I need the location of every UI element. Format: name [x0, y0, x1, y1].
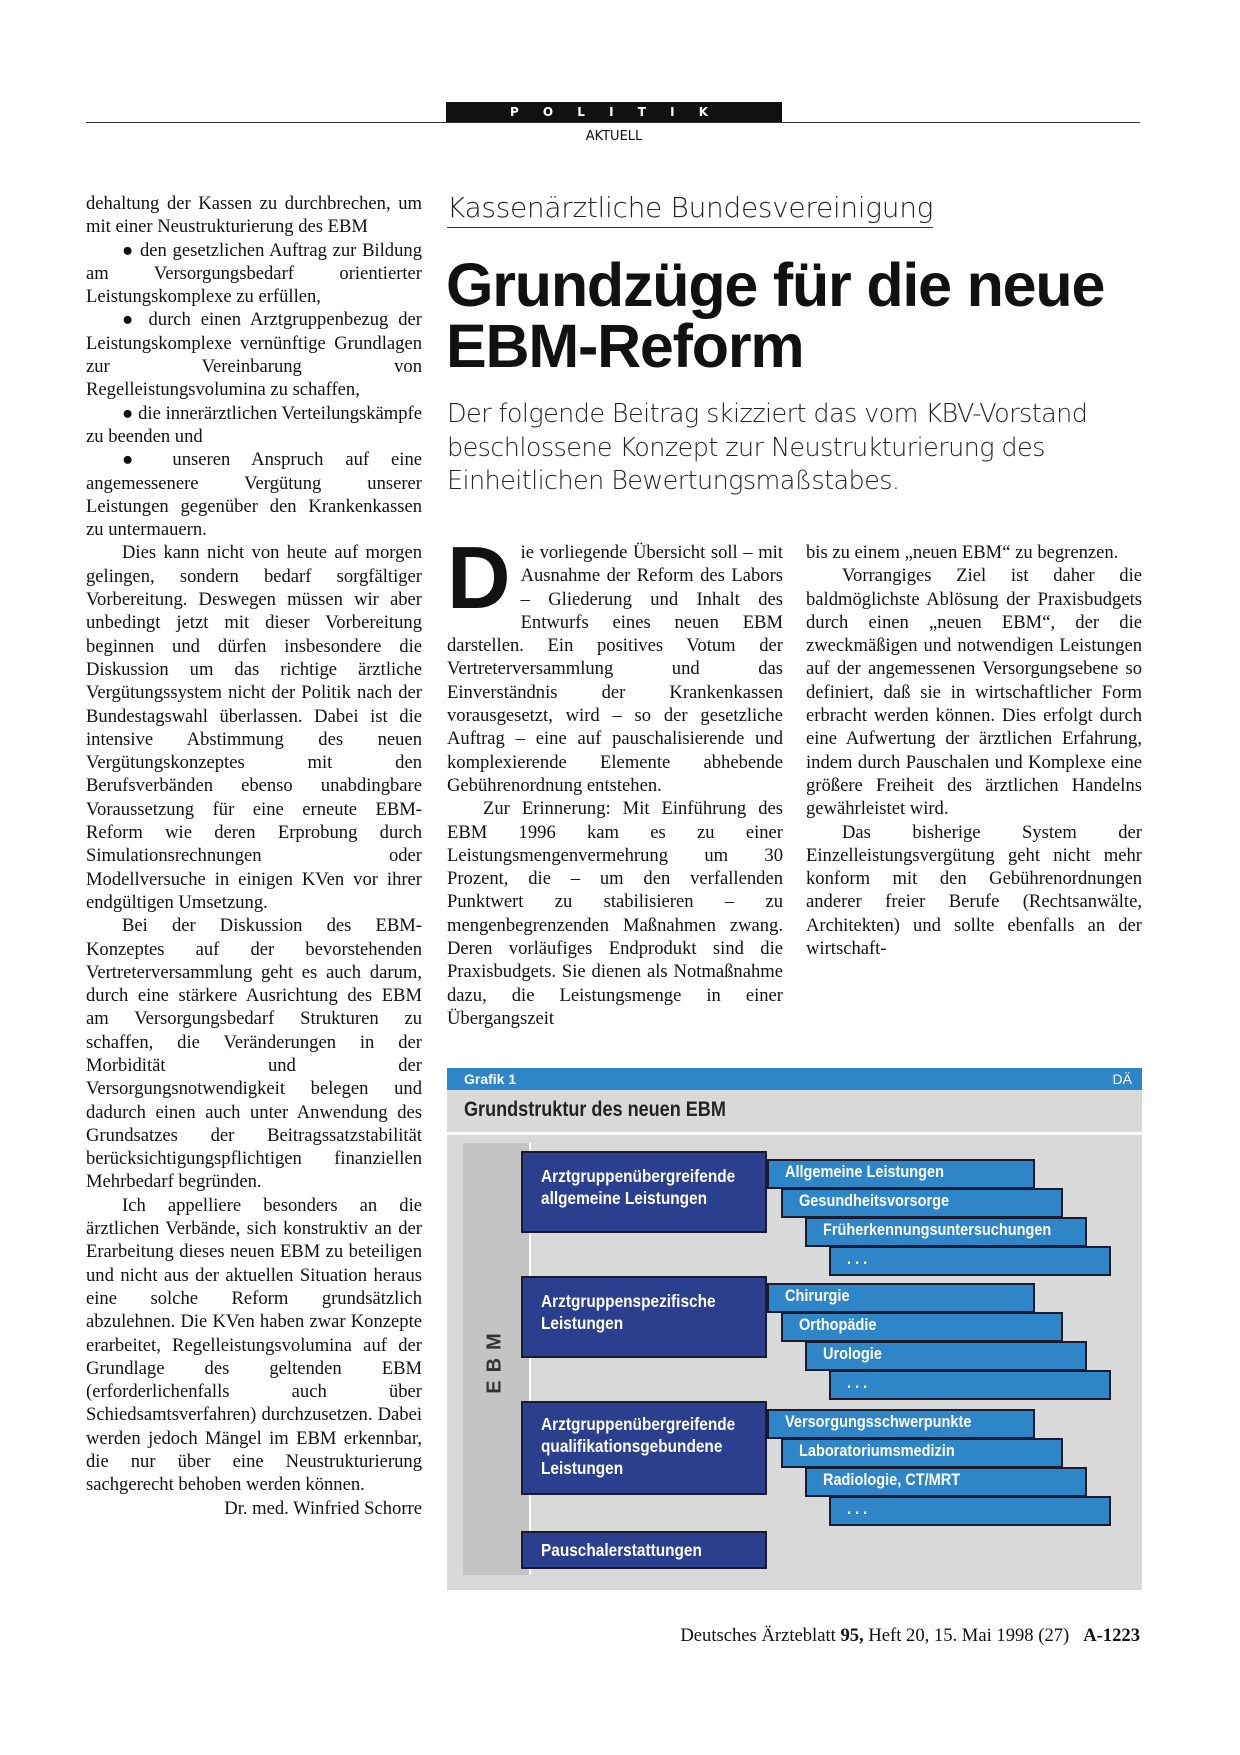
paragraph: bis zu einem „neuen EBM“ zu begrenzen.	[806, 542, 1119, 563]
journal-issue: Heft 20, 15. Mai 1998 (27)	[868, 1625, 1070, 1646]
journal-name: Deutsches Ärzteblatt	[680, 1625, 836, 1646]
author-signature: Dr. med. Winfried Schorre	[224, 1497, 422, 1519]
subcategory-label: Chirurgie	[785, 1287, 850, 1305]
group-box	[521, 1276, 767, 1358]
group-box	[521, 1531, 767, 1569]
subcategory-label: Urologie	[823, 1345, 882, 1363]
subcategory-label: Radiologie, CT/MRT	[823, 1471, 961, 1489]
drop-cap: D	[447, 528, 511, 627]
subcategory-box	[805, 1341, 1087, 1371]
page-footer	[600, 1624, 1140, 1648]
bullet-item: ● durch einen Arztgruppenbezug der Leistungskomplexe vernünftige Grundlagen zur Vereinbarung von Regelleistungsvolumina zu schaffen,	[86, 309, 422, 401]
subcategory-label: Versorgungsschwerpunkte	[785, 1413, 972, 1431]
figure-ebm-structure	[447, 1068, 1142, 1590]
paragraph: Das bisherige System der Einzelleistungsvergütung geht nicht mehr konform mit den Gebührenordnungen anderer freier Berufe (Rechtsanwälte, Architekten) und sollte ebenfalls an der wirtschaft-	[806, 821, 1142, 960]
subcategory-box	[781, 1438, 1063, 1468]
headline-line: EBM-Reform	[446, 312, 804, 380]
headline-line: Grundzüge für die neue	[446, 251, 1105, 319]
subcategory-box	[781, 1312, 1063, 1342]
paragraph: Zur Erinnerung: Mit Einführung des EBM 1996 kam es zu einer Leistungsmengenvermehrung um 30 Prozent, die – um den verfallenden Punktwert zu stabilisieren – zu mengenbegrenzenden Maßnahmen zwang. Deren vorläufiges Endprodukt sind die Praxisbudgets. Sie dienen als Notmaßnahme dazu, die Leistungsmenge in einer Übergangszeit	[447, 798, 783, 1029]
group-label-line: Leistungen	[541, 1458, 624, 1478]
figure-header-bar	[447, 1068, 1142, 1090]
bullet-item: ● den gesetzlichen Auftrag zur Bildung am Versorgungsbedarf orientierter Leistungskomplexe zu erfüllen,	[86, 239, 422, 308]
group-label-line: Arztgruppenübergreifende	[541, 1166, 736, 1186]
subcategory-box	[767, 1409, 1035, 1439]
subcategory-box	[781, 1188, 1063, 1218]
subcategory-box	[829, 1246, 1111, 1276]
article-kicker: Kassenärztliche Bundesvereinigung	[447, 191, 933, 228]
column-3	[806, 541, 1142, 960]
page-number: A-1223	[1083, 1625, 1140, 1646]
group-box	[521, 1401, 767, 1495]
bullet-item: ● unseren Anspruch auf eine angemessenere Vergütung unserer Leistungen gegenüber den Krankenkassen zu untermauern.	[86, 449, 422, 541]
subcategory-label: Orthopädie	[799, 1316, 877, 1334]
paragraph: Vorrangiges Ziel ist daher die baldmöglichste Ablösung der Praxisbudgets durch einen „neuen EBM“, der die zweckmäßigen und notwendigen Leistungen auf der angemessenen Versorgungsebene so definiert, daß sie in wirtschaftlicher Form erbracht werden können. Dies erfolgt durch eine Aufwertung der ärztlichen Erfahrung, indem durch Pauschalen und Komplexe eine größere Freiheit des ärztlichen Handelns gewährleistet wird.	[806, 565, 1142, 820]
column-2	[447, 528, 783, 1030]
header-rule	[86, 122, 1140, 123]
subcategory-box	[805, 1467, 1087, 1497]
subcategory-label: Gesundheitsvorsorge	[799, 1192, 950, 1210]
subcategory-box	[767, 1283, 1035, 1313]
subcategory-label: Früherkennungsuntersuchungen	[823, 1221, 1052, 1239]
subcategory-box	[829, 1370, 1111, 1400]
paragraph: Bei der Diskussion des EBM-Konzeptes auf der bevorstehenden Vertreterversammlung geht es auch darum, durch eine stärkere Ausrichtung des EBM am Versorgungsbedarf Strukturen zu schaffen, die Veränderungen in der Morbidität und der Versorgungsnotwendigkeit belegen und dadurch einen auch unter Anwendung des Grundsatzes der Beitragssatzstabilität berücksichtigungspflichtigen finanziellen Mehrbedarf begründen.	[86, 915, 422, 1193]
group-box	[521, 1151, 767, 1233]
paragraph: dehaltung der Kassen zu durchbrechen, um mit einer Neustrukturierung des EBM	[86, 193, 422, 238]
subcategory-box	[805, 1217, 1087, 1247]
subcategory-label: Laboratoriumsmedizin	[799, 1442, 955, 1460]
ebm-root-label: EBM	[483, 1325, 506, 1394]
group-label-line: Leistungen	[541, 1313, 624, 1333]
figure-label: Grafik 1	[464, 1071, 517, 1087]
paragraph: Ich appelliere besonders an die ärztlichen Verbände, sich konstruktiv an der Erarbeitung dieses neuen EBM zu beteiligen und nicht aus der aktuellen Situation heraus eine solche Reform grundsätzlich abzulehnen. Die KVen haben zwar Konzepte erarbeitet, Regelleistungsvolumina auf der Grundlage des geltenden EBM (erforderlichenfalls auch über Schiedsamtsverfahren) durchzusetzen. Dabei werden jedoch Mängel im EBM erkennbar, die nur über eine Neustrukturierung sachgerecht behoben werden können.	[86, 1194, 422, 1496]
group-label-line: allgemeine Leistungen	[541, 1188, 708, 1208]
section-rubric: P O L I T I K	[446, 102, 782, 122]
bullet-item: ● die innerärztlichen Verteilungskämpfe zu beenden und	[86, 402, 422, 447]
group-label-line: qualifikationsgebundene	[541, 1436, 723, 1456]
paragraph-text: ie vorliegende Übersicht soll – mit Ausnahme der Reform des Labors – Gliederung und Inhalt des Entwurfs eines neuen EBM darstellen. Ein positives Votum der Vertreterversammlung und das Einverständnis der Krankenkassen vorausgesetzt, wird – so der gesetzliche Auftrag – eine auf pauschalisierende und komplexierende Elemente abhebende Gebührenordnung entstehen.	[447, 542, 783, 796]
subcategory-label: . . .	[847, 1374, 868, 1392]
group-label-line: Pauschalerstattungen	[541, 1540, 702, 1560]
article-teaser: Der folgende Beitrag skizziert das vom KBV-Vorstand beschlossene Konzept zur Neustrukturierung des Einheitlichen Bewertungsmaßstabes.	[447, 399, 1088, 496]
figure-separator	[447, 1132, 1142, 1135]
group-label-line: Arztgruppenspezifische	[541, 1291, 716, 1311]
subsection-label: AKTUELL	[585, 129, 643, 144]
figure-source-mark: DÄ	[1112, 1071, 1132, 1087]
paragraph	[447, 528, 783, 797]
article-headline	[446, 251, 1146, 380]
subcategory-label: . . .	[847, 1500, 868, 1518]
column-1	[86, 192, 422, 1520]
figure-title: Grundstruktur des neuen EBM	[464, 1098, 726, 1121]
subcategory-box	[767, 1159, 1035, 1189]
group-label-line: Arztgruppenübergreifende	[541, 1414, 736, 1434]
subcategory-label: Allgemeine Leistungen	[785, 1163, 944, 1181]
subcategory-box	[829, 1496, 1111, 1526]
paragraph: Dies kann nicht von heute auf morgen gelingen, sondern bedarf sorgfältiger Vorbereitung. Deswegen müssen wir aber unbedingt jetzt mit dieser Vorbereitung beginnen und dürfen insbesondere die Diskussion um das richtige ärztliche Vergütungssystem nicht der Politik nach der Bundestagswahl überlassen. Dabei ist die intensive Abstimmung des neuen Vergütungskonzeptes mit den Berufsverbänden ebenso unabdingbare Voraussetzung für eine erneute EBM-Reform wie deren Erprobung durch Simulationsrechnungen oder Modellversuche in einigen KVen vor ihrer endgültigen Umsetzung.	[86, 542, 422, 913]
journal-volume: 95,	[840, 1625, 864, 1646]
subcategory-label: . . .	[847, 1250, 868, 1268]
